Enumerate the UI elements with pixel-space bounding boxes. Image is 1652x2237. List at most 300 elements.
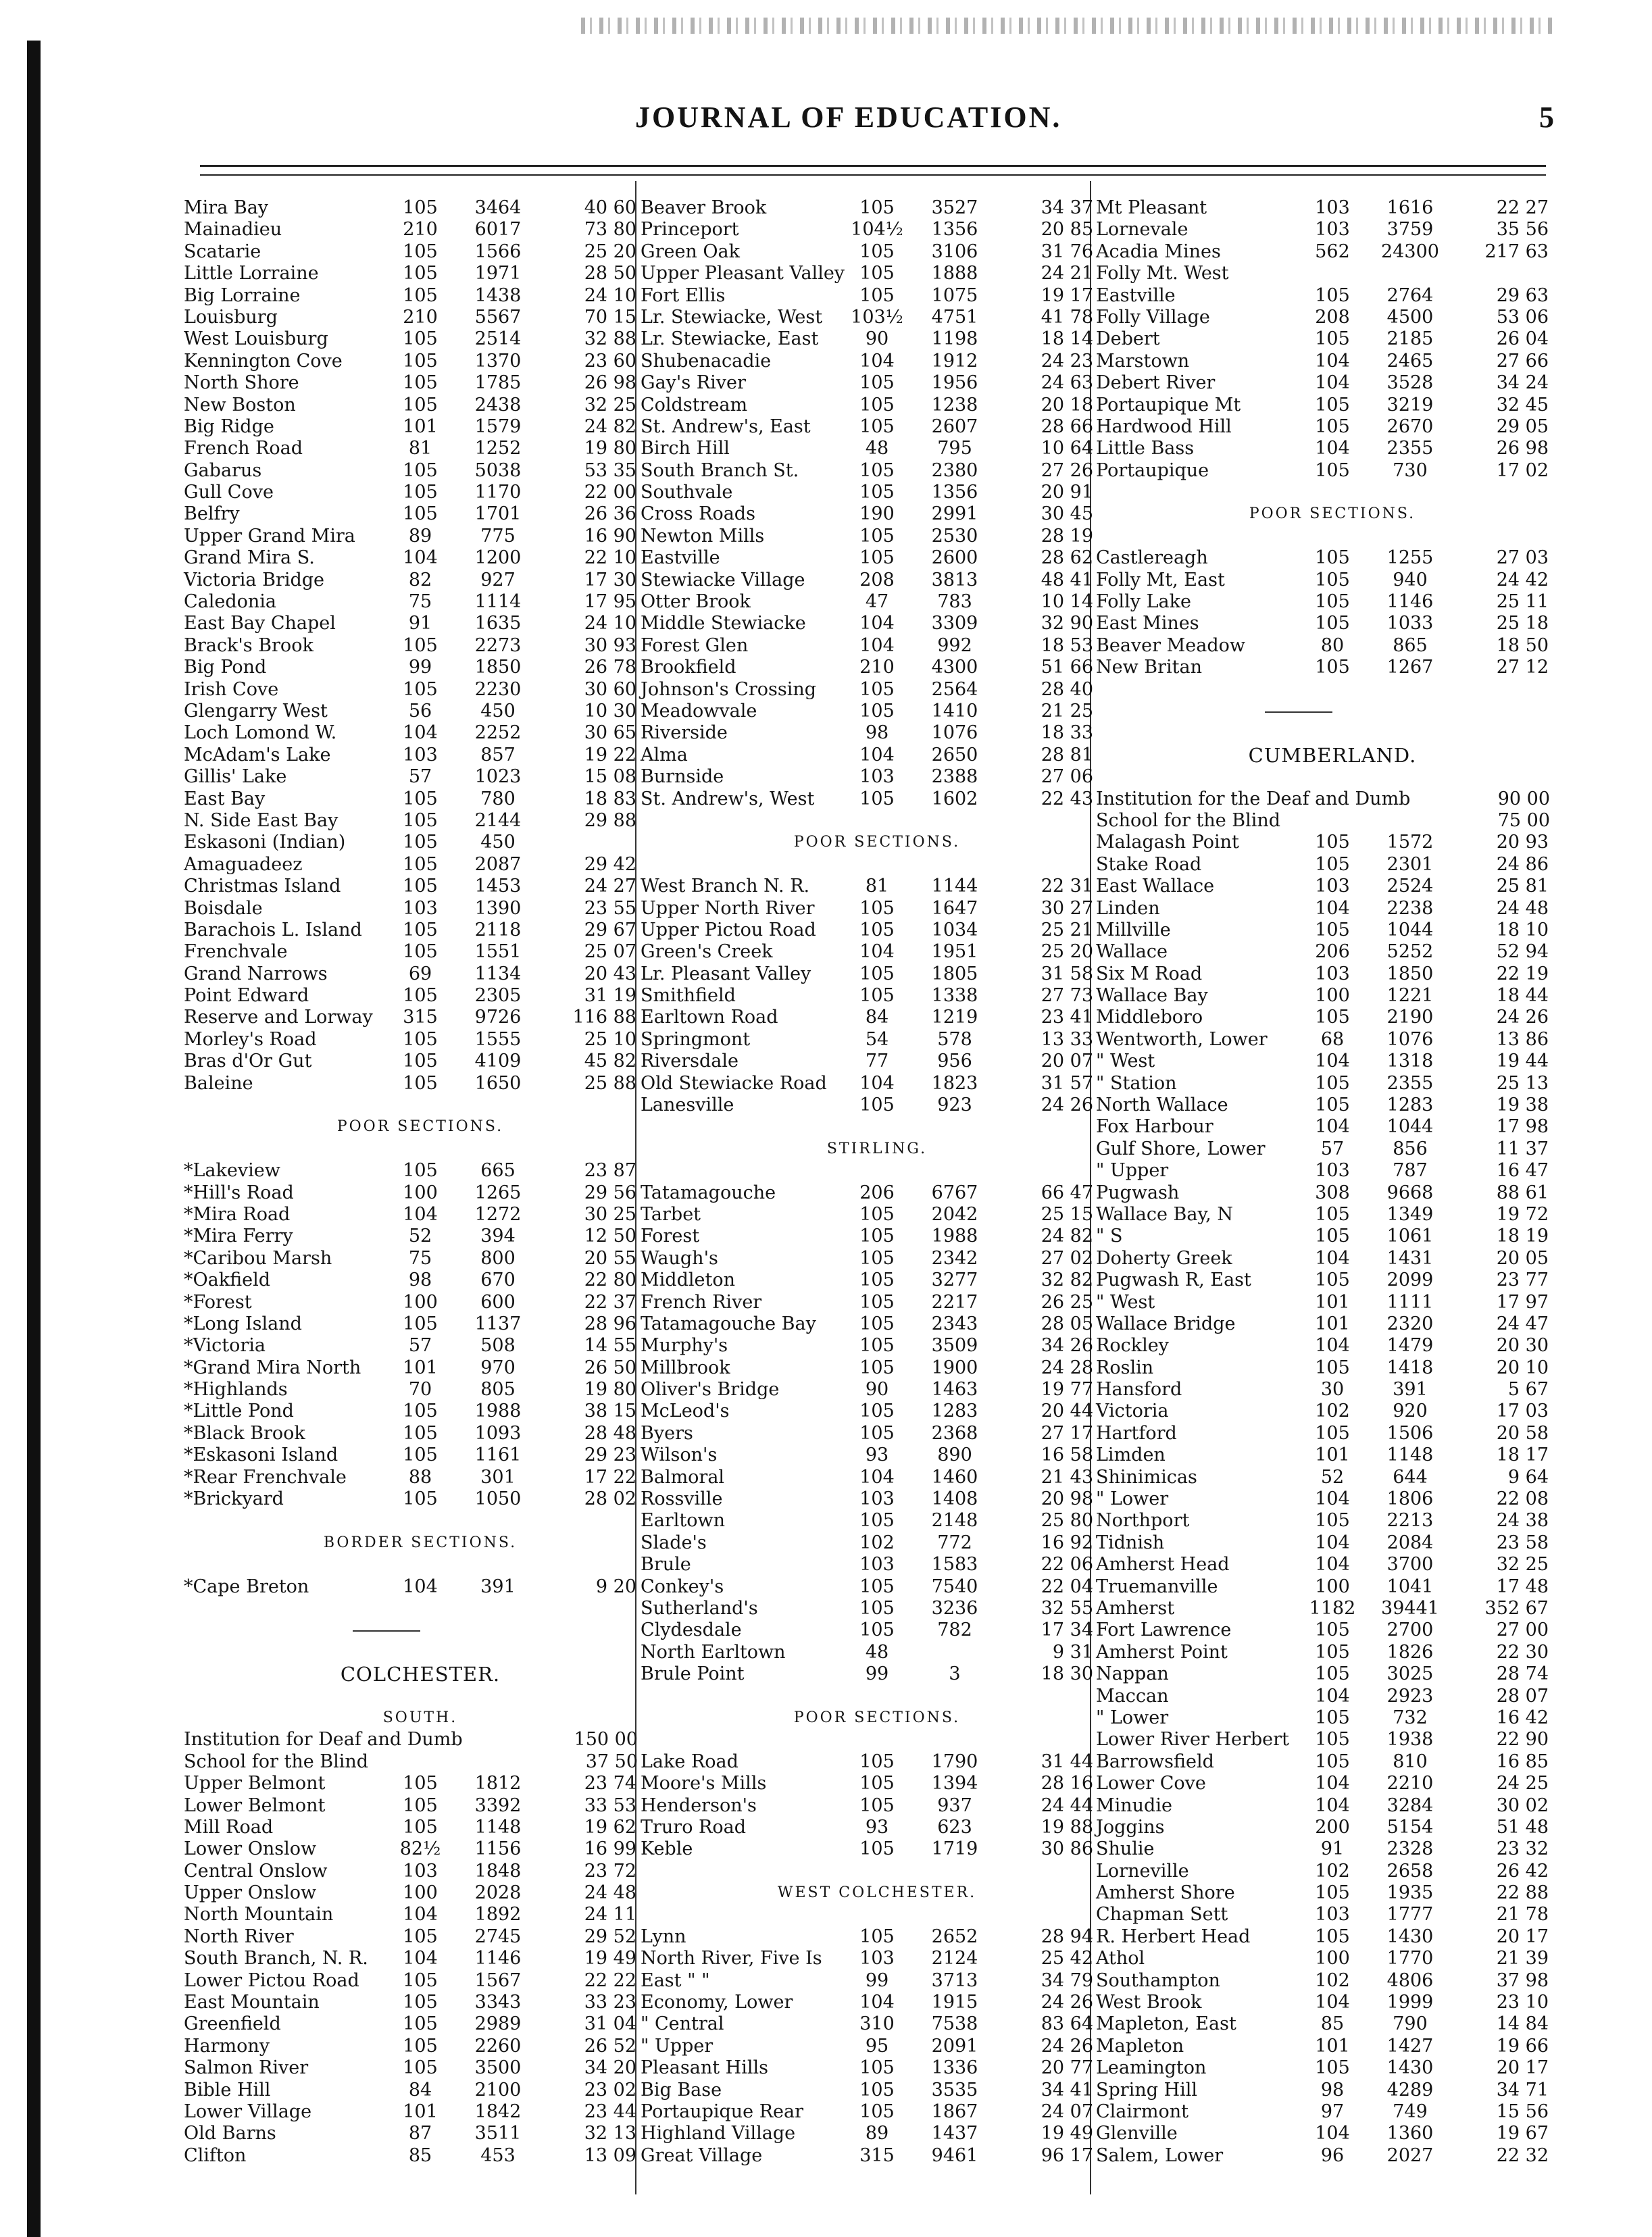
days-taught: 562: [1315, 241, 1350, 262]
table-row: [1096, 1532, 1569, 1554]
section-name: Wilson's: [641, 1444, 718, 1466]
attendance-days: 453: [480, 2144, 516, 2166]
table-row: [184, 657, 657, 678]
attendance-days: 2670: [1386, 416, 1434, 437]
section-name: Barachois L. Island: [184, 919, 362, 940]
section-name: St. Andrew's, West: [641, 788, 815, 809]
section-name: " Central: [641, 2013, 724, 2035]
days-taught: 69: [408, 963, 432, 984]
days-taught: 105: [1315, 2057, 1350, 2079]
grant-amount: 20 85: [1041, 219, 1093, 241]
attendance-days: 1267: [1386, 657, 1434, 678]
days-taught: 105: [403, 394, 438, 416]
table-row: [1096, 1554, 1569, 1576]
grant-amount: 27 12: [1496, 657, 1549, 678]
table-row: [184, 1576, 657, 1598]
grant-amount: 24 26: [1041, 1095, 1093, 1116]
attendance-days: 670: [480, 1270, 516, 1291]
days-taught: 105: [403, 1401, 438, 1422]
section-name: " West: [1096, 1291, 1155, 1313]
grant-amount: 13 33: [1041, 1028, 1093, 1050]
grant-amount: 22 37: [584, 1291, 636, 1313]
grant-amount: 23 02: [584, 2079, 636, 2101]
table-row: [184, 722, 657, 744]
days-taught: 105: [403, 809, 438, 831]
section-name: Economy, Lower: [641, 1992, 793, 2013]
section-divider: [184, 1619, 657, 1641]
grant-amount: 17 34: [1041, 1619, 1093, 1641]
grant-amount: 25 20: [1041, 941, 1093, 963]
grant-amount: 18 50: [1496, 634, 1549, 656]
days-taught: 105: [1315, 591, 1350, 613]
days-taught: 102: [1315, 1860, 1350, 1882]
days-taught: 105: [403, 853, 438, 875]
grant-amount: 16 47: [1496, 1160, 1549, 1182]
days-taught: 210: [403, 219, 438, 241]
grant-amount: 17 02: [1496, 459, 1549, 481]
attendance-days: 6017: [474, 219, 522, 241]
attendance-days: 783: [937, 591, 972, 613]
table-row: [184, 2080, 657, 2101]
table-row: [184, 1729, 657, 1751]
section-name: Gull Cove: [184, 482, 274, 503]
attendance-days: 1200: [474, 547, 522, 569]
section-name: Murphy's: [641, 1335, 728, 1357]
table-row: [641, 526, 1113, 547]
table-row: [1096, 1576, 1569, 1598]
days-taught: 105: [859, 919, 895, 940]
spacer: [1096, 679, 1569, 701]
section-name: Mt Pleasant: [1096, 197, 1207, 218]
section-name: Lower Onslow: [184, 1838, 317, 1860]
days-taught: 82½: [399, 1838, 441, 1860]
attendance-days: 301: [480, 1466, 516, 1488]
table-row: [641, 941, 1113, 963]
attendance-days: 1093: [474, 1422, 522, 1444]
section-name: Boisdale: [184, 897, 263, 919]
days-taught: 103½: [851, 306, 903, 328]
grant-amount: 23 41: [1041, 1007, 1093, 1028]
table-row: [184, 1948, 657, 1969]
table-row: [1096, 1313, 1569, 1335]
grant-amount: 25 15: [1041, 1203, 1093, 1225]
days-taught: 103: [403, 897, 438, 919]
table-row: [641, 1751, 1113, 1773]
attendance-days: 4751: [931, 306, 978, 328]
grant-amount: 19 80: [584, 438, 636, 459]
section-heading: WEST COLCHESTER.: [777, 1884, 977, 1902]
table-section: [1096, 788, 1569, 2167]
section-name: Joggins: [1096, 1816, 1165, 1838]
grant-amount: 22 30: [1496, 1641, 1549, 1663]
days-taught: 206: [1315, 941, 1350, 963]
days-taught: 105: [403, 2013, 438, 2035]
attendance-days: 1044: [1386, 1116, 1434, 1138]
section-name: *Forest: [184, 1291, 252, 1313]
attendance-days: 1479: [1386, 1335, 1434, 1357]
attendance-days: 394: [480, 1226, 516, 1247]
days-taught: 99: [865, 1663, 889, 1685]
section-name: New Britan: [1096, 657, 1203, 678]
days-taught: 52: [1320, 1466, 1345, 1488]
grant-amount: 19 22: [584, 744, 636, 765]
table-row: [184, 963, 657, 985]
table-row: [184, 1270, 657, 1291]
days-taught: 70: [408, 1379, 432, 1401]
table-row: [1096, 854, 1569, 876]
section-heading: STIRLING.: [826, 1140, 928, 1157]
grant-amount: 28 19: [1041, 525, 1093, 547]
days-taught: 105: [859, 1838, 895, 1860]
attendance-days: 2524: [1386, 876, 1434, 897]
grant-amount: 22 90: [1496, 1729, 1549, 1751]
attendance-days: 2217: [931, 1291, 978, 1313]
grant-amount: 19 62: [584, 1816, 636, 1838]
spacer: [641, 854, 1113, 876]
days-taught: 81: [865, 876, 889, 897]
days-taught: 105: [403, 1969, 438, 1991]
section-name: Waugh's: [641, 1247, 718, 1269]
days-taught: 105: [859, 985, 895, 1007]
attendance-days: [1359, 263, 1461, 284]
grant-amount: 23 58: [1496, 1532, 1549, 1553]
grant-amount: 11 37: [1496, 1138, 1549, 1159]
section-name: French River: [641, 1291, 762, 1313]
grant-amount: 19 88: [1041, 1816, 1093, 1838]
days-taught: 310: [859, 2013, 895, 2035]
grant-amount: 28 48: [584, 1422, 636, 1444]
attendance-days: 1635: [474, 613, 522, 634]
grant-amount: 22 31: [1041, 876, 1093, 897]
section-name: Amherst Point: [1096, 1641, 1228, 1663]
days-taught: 105: [859, 459, 895, 481]
grant-amount: 28 94: [1041, 1926, 1093, 1947]
attendance-days: 3464: [474, 197, 522, 218]
section-name: Brule Point: [641, 1663, 745, 1685]
days-taught: 104: [1315, 1532, 1350, 1553]
grant-amount: 20 17: [1496, 2057, 1549, 2079]
days-taught: 105: [859, 394, 895, 416]
section-name: Riverside: [641, 722, 728, 744]
attendance-days: 1148: [474, 1816, 522, 1838]
days-taught: 105: [859, 263, 895, 284]
spacer: [641, 1904, 1113, 1926]
days-taught: 105: [1315, 1072, 1350, 1094]
attendance-days: 937: [937, 1794, 972, 1816]
days-taught: 105: [403, 1992, 438, 2013]
attendance-days: 2091: [931, 2035, 978, 2057]
days-taught: 208: [1315, 306, 1350, 328]
attendance-days: 1252: [474, 438, 522, 459]
attendance-days: 1430: [1386, 2057, 1434, 2079]
table-row: [1096, 372, 1569, 394]
table-row: [1096, 1423, 1569, 1444]
attendance-days: 9668: [1386, 1182, 1434, 1203]
attendance-days: 1785: [474, 372, 522, 394]
days-taught: 104: [1315, 372, 1350, 394]
days-taught: 105: [403, 1160, 438, 1182]
attendance-days: 4109: [474, 1051, 522, 1072]
grant-amount: 21 39: [1496, 1948, 1549, 1969]
grant-amount: 26 25: [1041, 1291, 1093, 1313]
section-name: Salem, Lower: [1096, 2144, 1224, 2166]
attendance-days: 2320: [1386, 1313, 1434, 1334]
section-name: Highland Village: [641, 2123, 796, 2144]
grant-amount: 10 30: [584, 700, 636, 722]
grant-amount: 22 27: [1496, 197, 1549, 218]
section-name: Lr. Stewiacke, West: [641, 306, 823, 328]
table-row: [641, 1773, 1113, 1794]
days-taught: 105: [403, 634, 438, 656]
attendance-days: 1394: [931, 1773, 978, 1794]
section-name: Roslin: [1096, 1357, 1154, 1378]
attendance-days: 2355: [1386, 1072, 1434, 1094]
grant-amount: 23 77: [1496, 1270, 1549, 1291]
section-name: Malagash Point: [1096, 832, 1239, 853]
header-rule-double: [200, 174, 1546, 176]
grant-amount: 88 61: [1496, 1182, 1549, 1203]
table-row: [1096, 2036, 1569, 2057]
section-name: West Brook: [1096, 1992, 1202, 2013]
grant-amount: 34 79: [1041, 1969, 1093, 1991]
grant-amount: 24 63: [1041, 372, 1093, 394]
days-taught: 95: [865, 2035, 889, 2057]
grant-amount: 16 99: [584, 1838, 636, 1860]
attendance-days: 749: [1393, 2101, 1428, 2122]
attendance-days: 1219: [931, 1007, 978, 1028]
table-row: [184, 1488, 657, 1510]
section-name: Bras d'Or Gut: [184, 1051, 312, 1072]
attendance-days: 3106: [931, 241, 978, 262]
attendance-days: 4806: [1386, 1969, 1434, 1991]
grant-amount: 25 21: [1041, 919, 1093, 940]
table-row: [1096, 1510, 1569, 1532]
table-row: [1096, 920, 1569, 941]
grant-amount: 24 86: [1496, 853, 1549, 875]
table-row: [184, 1795, 657, 1817]
days-taught: 105: [859, 1926, 895, 1947]
grant-amount: 21 43: [1041, 1466, 1093, 1488]
days-taught: 190: [859, 503, 895, 525]
table-row: [1096, 1795, 1569, 1817]
table-row: [184, 241, 657, 263]
section-heading: POOR SECTIONS.: [793, 1709, 961, 1726]
days-taught: 99: [865, 1969, 889, 1991]
attendance-days: 9461: [931, 2144, 978, 2166]
table-row: [1096, 1467, 1569, 1488]
attendance-days: 3392: [474, 1794, 522, 1816]
grant-amount: 25 07: [584, 941, 636, 963]
table-row: [1096, 351, 1569, 372]
spacer: [184, 1095, 657, 1116]
attendance-days: 1137: [474, 1313, 522, 1334]
days-taught: 97: [1320, 2101, 1345, 2122]
table-row: [641, 2036, 1113, 2057]
days-taught: 98: [1320, 2079, 1345, 2101]
table-row: [1096, 2145, 1569, 2167]
page-binding-edge: [27, 41, 41, 2237]
days-taught: 105: [403, 503, 438, 525]
days-taught: 48: [865, 1641, 889, 1663]
section-name: Loch Lomond W.: [184, 722, 337, 744]
attendance-days: 2607: [931, 416, 978, 437]
attendance-days: 2989: [474, 2013, 522, 2035]
days-taught: 105: [1315, 1619, 1350, 1641]
attendance-days: 1912: [931, 350, 978, 372]
grant-amount: 34 24: [1496, 372, 1549, 394]
attendance-days: 3284: [1386, 1794, 1434, 1816]
grant-amount: 24 10: [584, 613, 636, 634]
table-row: [1096, 1488, 1569, 1510]
section-name: *Eskasoni Island: [184, 1444, 339, 1466]
table-row: [641, 1095, 1113, 1116]
section-name: *Cape Breton: [184, 1576, 309, 1597]
section-name: Byers: [641, 1422, 693, 1444]
section-name: Maccan: [1096, 1685, 1169, 1707]
grant-amount: 23 10: [1496, 1992, 1549, 2013]
days-taught: 103: [403, 744, 438, 765]
attendance-days: 3511: [474, 2123, 522, 2144]
attendance-days: 800: [480, 1247, 516, 1269]
days-taught: 105: [1315, 547, 1350, 569]
section-name: Wallace Bridge: [1096, 1313, 1236, 1334]
days-taught: 105: [403, 1794, 438, 1816]
section-name: Tidnish: [1096, 1532, 1165, 1553]
attendance-days: 508: [480, 1335, 516, 1357]
attendance-days: 2923: [1386, 1685, 1434, 1707]
days-taught: 105: [403, 372, 438, 394]
table-row: [1096, 635, 1569, 657]
attendance-days: 1867: [931, 2101, 978, 2122]
days-taught: 101: [403, 1357, 438, 1378]
section-name: East Mines: [1096, 613, 1199, 634]
section-name: Bible Hill: [184, 2079, 271, 2101]
table-row: [184, 1970, 657, 1992]
page-number: 5: [1539, 101, 1554, 134]
table-row: [1096, 1401, 1569, 1422]
attendance-days: 2028: [474, 1882, 522, 1904]
attendance-days: 1033: [1386, 613, 1434, 634]
section-name: Gillis' Lake: [184, 766, 287, 788]
table-row: [1096, 2057, 1569, 2079]
days-taught: 102: [1315, 1401, 1350, 1422]
grant-amount: 34 26: [1041, 1335, 1093, 1357]
grant-amount: 25 13: [1496, 1072, 1549, 1094]
days-taught: 105: [1315, 1751, 1350, 1772]
section-name: Lr. Pleasant Valley: [641, 963, 811, 984]
attendance-days: 1892: [474, 1904, 522, 1926]
section-name: Millbrook: [641, 1357, 730, 1378]
days-taught: 105: [403, 1028, 438, 1050]
table-row: [641, 1444, 1113, 1466]
section-name: Earltown: [641, 1510, 725, 1532]
days-taught: 104: [1315, 1051, 1350, 1072]
grant-amount: 24 48: [584, 1882, 636, 1904]
table-row: [641, 547, 1113, 569]
days-taught: 208: [859, 569, 895, 590]
section-name: Barrowsfield: [1096, 1751, 1214, 1772]
table-row: [1096, 1248, 1569, 1270]
grant-amount: 23 44: [584, 2101, 636, 2122]
days-taught: 91: [408, 613, 432, 634]
section-name: Upper Grand Mira: [184, 525, 355, 547]
section-name: Athol: [1096, 1948, 1145, 1969]
days-taught: 105: [859, 1313, 895, 1334]
attendance-days: 1076: [1386, 1028, 1434, 1050]
attendance-days: 578: [937, 1028, 972, 1050]
section-name: Debert: [1096, 328, 1160, 350]
grant-amount: 9 64: [1507, 1466, 1549, 1488]
days-taught: 105: [859, 1510, 895, 1532]
grant-amount: 28 07: [1496, 1685, 1549, 1707]
section-name: Conkey's: [641, 1576, 724, 1597]
days-taught: 105: [859, 1247, 895, 1269]
section-name: South Branch St.: [641, 459, 799, 481]
days-taught: 105: [859, 1226, 895, 1247]
attendance-days: 2343: [931, 1313, 978, 1334]
table-row: [1096, 1182, 1569, 1204]
days-taught: 100: [403, 1182, 438, 1203]
section-name: *Caribou Marsh: [184, 1247, 332, 1269]
attendance-days: 3528: [1386, 372, 1434, 394]
days-taught: 88: [408, 1466, 432, 1488]
section-name: Rockley: [1096, 1335, 1169, 1357]
section-name: Portaupique Rear: [641, 2101, 804, 2122]
attendance-days: 1650: [474, 1072, 522, 1094]
table-row: [1096, 1992, 1569, 2013]
section-name: *Little Pond: [184, 1401, 294, 1422]
spacer: [184, 1138, 657, 1160]
days-taught: 105: [403, 482, 438, 503]
table-row: [641, 1423, 1113, 1444]
grant-amount: 32 13: [584, 2123, 636, 2144]
grant-amount: 24 21: [1041, 263, 1093, 284]
table-row: [641, 416, 1113, 438]
table-row: [1096, 219, 1569, 241]
grant-amount: 27 06: [1041, 766, 1093, 788]
grant-amount: 66 47: [1041, 1182, 1093, 1203]
table-row: [1096, 1817, 1569, 1838]
grant-amount: 20 30: [1496, 1335, 1549, 1357]
days-taught: 101: [1315, 2035, 1350, 2057]
section-name: Princeport: [641, 219, 739, 241]
grant-amount: 30 93: [584, 634, 636, 656]
section-name: *Oakfield: [184, 1270, 270, 1291]
section-name: Scatarie: [184, 241, 261, 262]
attendance-days: 1198: [931, 328, 978, 350]
table-row: [184, 1160, 657, 1182]
days-taught: 105: [1315, 1357, 1350, 1378]
table-row: [1096, 1861, 1569, 1882]
days-taught: 105: [1315, 1882, 1350, 1904]
grant-amount: 30 27: [1041, 897, 1093, 919]
section-name: East Mountain: [184, 1992, 320, 2013]
table-row: [1096, 1642, 1569, 1663]
section-name: Harmony: [184, 2035, 270, 2057]
attendance-days: 1453: [474, 876, 522, 897]
table-row: [641, 1576, 1113, 1598]
spacer: [641, 1686, 1113, 1707]
scan-artifact: [581, 18, 1554, 34]
attendance-days: 2144: [474, 809, 522, 831]
table-row: [1096, 876, 1569, 897]
grant-amount: 15 08: [584, 766, 636, 788]
section-name: Lower Belmont: [184, 1794, 326, 1816]
grant-amount: 24 38: [1496, 1510, 1549, 1532]
grant-amount: 28 05: [1041, 1313, 1093, 1334]
days-taught: 105: [1315, 416, 1350, 437]
grant-amount: 12 50: [584, 1226, 636, 1247]
